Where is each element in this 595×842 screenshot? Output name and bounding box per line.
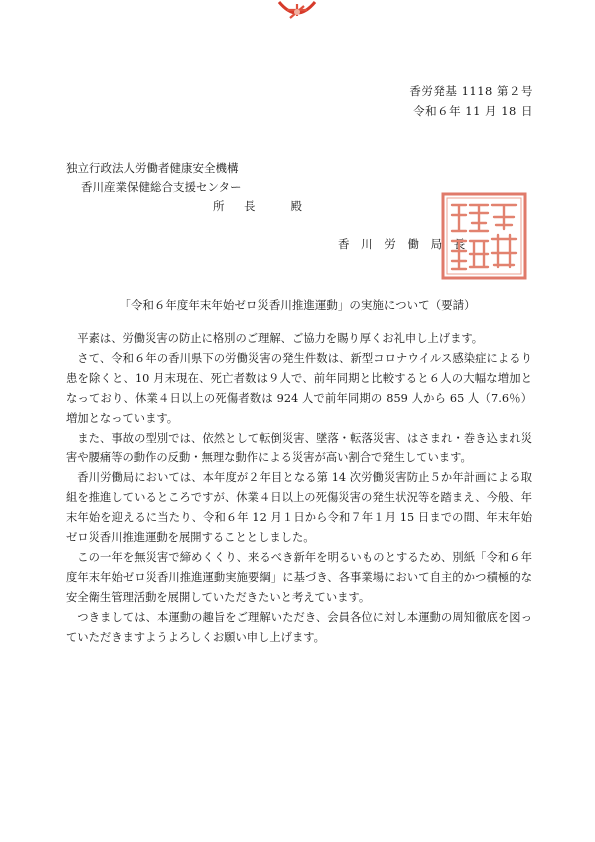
sender-name: 香 川 労 働 局 長 — [338, 237, 470, 251]
addressee-organization: 独立行政法人労働者健康安全機構 — [66, 161, 239, 175]
paragraph: また、事故の型別では、依然として転倒災害、墜落・転落災害、はさまれ・巻き込まれ災害や腰痛等の動作の反動・無理な動作による災害が高い割合で発生しています。 — [66, 431, 532, 465]
addressee-title: 所 長 殿 — [213, 199, 306, 213]
issue-date: 令和６年 11 月 18 日 — [413, 104, 533, 118]
receipt-stamp-icon — [275, 0, 319, 22]
paragraph: さて、令和６年の香川県下の労働災害の発生件数は、新型コロナウイルス感染症によるり患を除くと、10 月末現在、死亡者数は９人で、前年同期と比較すると６人の大幅な増加となっており、休業４日以上の死傷者数は 924 人で前年同期の 859 人から 65 人（7.6％）増加となっています。 — [66, 351, 532, 425]
paragraph: 香川労働局においては、本年度が２年目となる第 14 次労働災害防止５か年計画による取組を推進しているところですが、休業４日以上の死傷災害の発生状況等を踏まえ、今般、年末年始を迎えるに当たり、令和６年 12 月１日から令和７年１月 15 日までの間、年末年始ゼロ災香川推進運動を展開することとしました。 — [66, 471, 532, 545]
document-title: 「令和６年度年末年始ゼロ災香川推進運動」の実施について（要請） — [119, 298, 476, 312]
addressee-center: 香川産業保健総合支援センター — [81, 180, 242, 194]
paragraph: この一年を無災害で締めくくり、来るべき新年を明るいものとするため、別紙「令和６年度年末年始ゼロ災香川推進運動実施要綱」に基づき、各事業場において自主的かつ積極的な安全衛生管理活動を展開していただきたいと考えています。 — [66, 550, 532, 604]
official-seal-icon — [440, 191, 528, 281]
reference-number: 香労発基 1118 第２号 — [409, 84, 533, 98]
paragraph: 平素は、労働災害の防止に格別のご理解、ご協力を賜り厚くお礼申し上げます。 — [77, 332, 484, 345]
document-body — [66, 329, 532, 648]
paragraph: つきましては、本運動の趣旨をご理解いただき、会員各位に対し本運動の周知徹底を図っていただきますようよろしくお願い申し上げます。 — [66, 610, 532, 644]
